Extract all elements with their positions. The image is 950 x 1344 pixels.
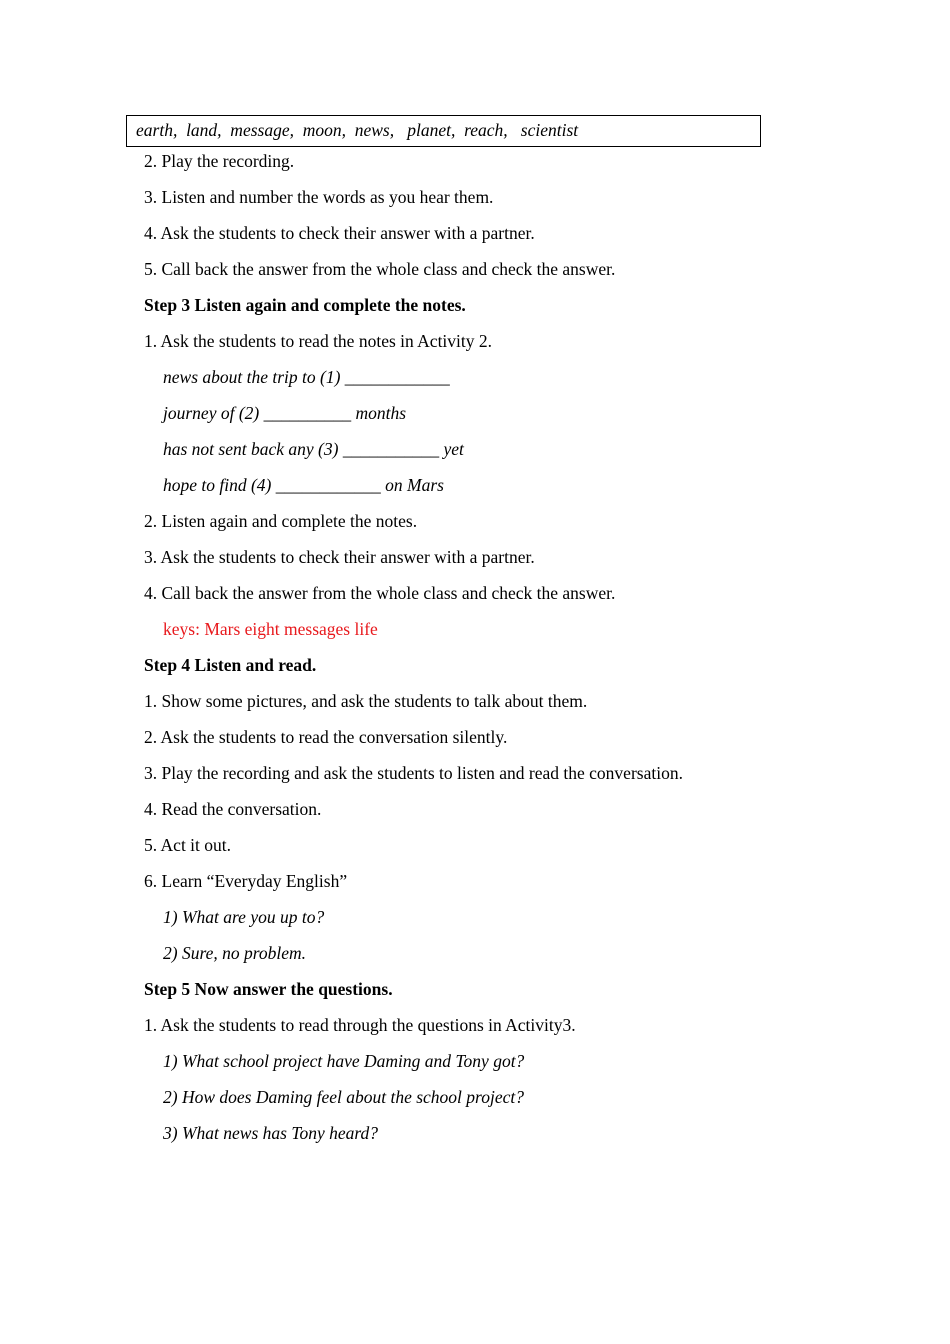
question-line: 2) How does Daming feel about the school project? [163, 1087, 524, 1107]
list-item: 2. Play the recording. [144, 151, 295, 171]
list-item: 6. Learn “Everyday English” [144, 871, 348, 891]
question-line: 1) What school project have Daming and Tony got? [163, 1051, 525, 1071]
note-line: hope to find (4) ____________ on Mars [163, 475, 444, 495]
step3-heading: Step 3 Listen again and complete the notes. [144, 295, 466, 315]
list-item: 1. Ask the students to read the notes in Activity 2. [144, 331, 493, 351]
lesson-content [144, 143, 844, 1151]
list-item: 3. Ask the students to check their answer with a partner. [144, 547, 535, 567]
list-item: 1. Ask the students to read through the questions in Activity3. [144, 1015, 576, 1035]
list-item: 2. Ask the students to read the conversation silently. [144, 727, 508, 747]
list-item: 5. Call back the answer from the whole class and check the answer. [144, 259, 616, 279]
list-item: 1. Show some pictures, and ask the students to talk about them. [144, 691, 588, 711]
phrase-line: 1) What are you up to? [163, 907, 325, 927]
note-line: news about the trip to (1) ____________ [163, 367, 450, 387]
list-item: 3. Play the recording and ask the students to listen and read the conversation. [144, 763, 683, 783]
step4-heading: Step 4 Listen and read. [144, 655, 317, 675]
step5-heading: Step 5 Now answer the questions. [144, 979, 393, 999]
list-item: 2. Listen again and complete the notes. [144, 511, 418, 531]
list-item: 4. Ask the students to check their answer with a partner. [144, 223, 535, 243]
list-item: 5. Act it out. [144, 835, 232, 855]
note-line: journey of (2) __________ months [163, 403, 407, 423]
list-item: 4. Call back the answer from the whole class and check the answer. [144, 583, 616, 603]
list-item: 4. Read the conversation. [144, 799, 322, 819]
phrase-line: 2) Sure, no problem. [163, 943, 307, 963]
note-line: has not sent back any (3) ___________ yet [163, 439, 464, 459]
question-line: 3) What news has Tony heard? [163, 1123, 379, 1143]
list-item: 3. Listen and number the words as you hear them. [144, 187, 494, 207]
word-list-box: earth, land, message, moon, news, planet, reach, scientist [126, 115, 761, 147]
answer-keys: keys: Mars eight messages life [163, 619, 378, 639]
